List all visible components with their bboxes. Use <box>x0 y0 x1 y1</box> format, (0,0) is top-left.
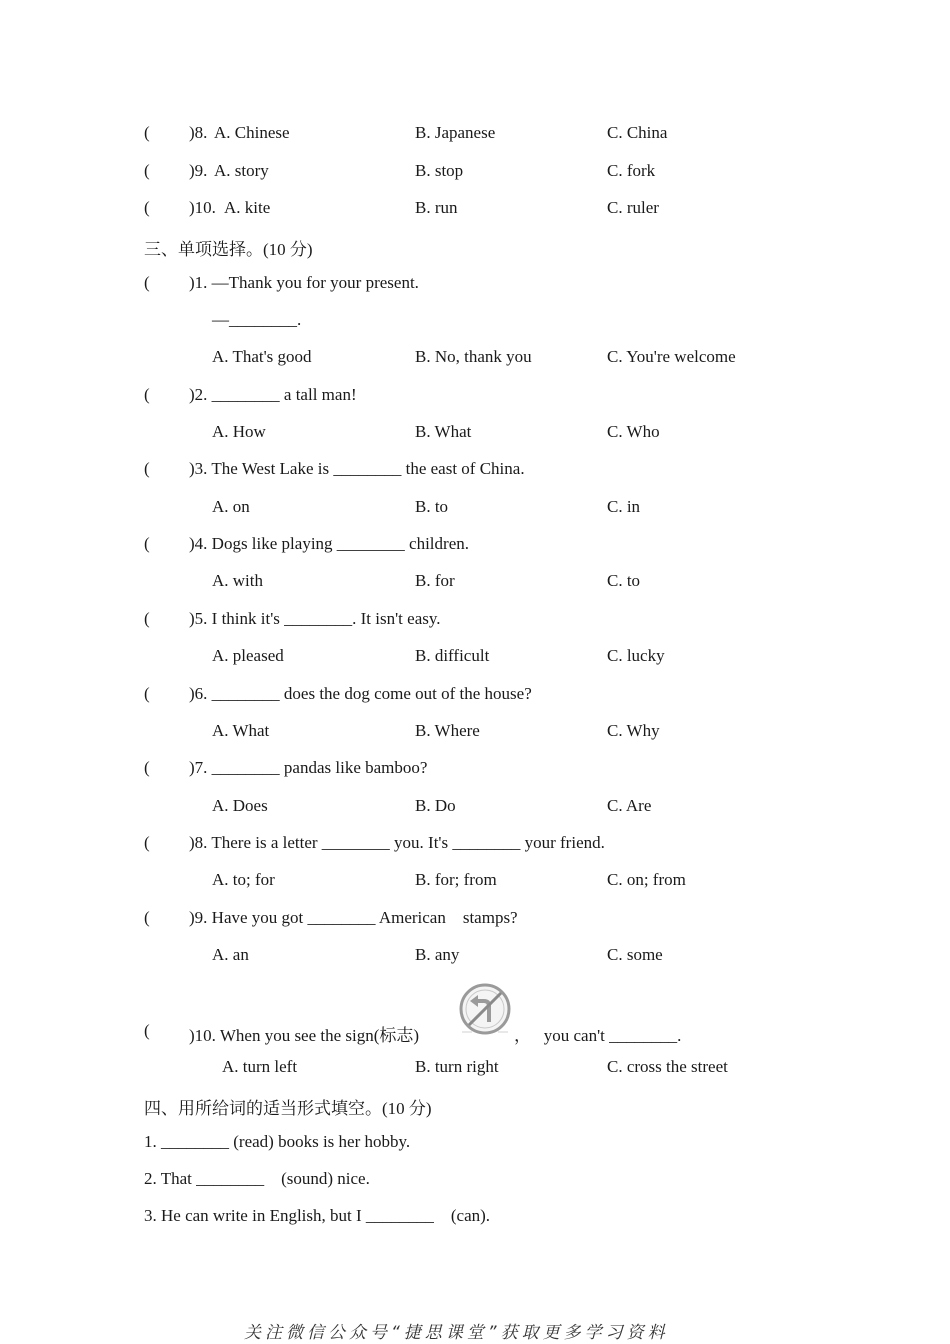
option-c: C. China <box>607 123 668 142</box>
question-stem: )2. ________ a tall man! <box>189 385 357 404</box>
question-reply: —________. <box>212 310 302 329</box>
question-stem: )5. I think it's ________. It isn't easy. <box>189 609 441 628</box>
option-b: B. run <box>415 198 458 217</box>
option-b: B. What <box>415 422 472 441</box>
answer-paren: ( <box>144 684 150 703</box>
option-a: A. an <box>212 945 249 964</box>
option-c: C. Are <box>607 796 652 815</box>
option-a: A. turn left <box>222 1057 298 1076</box>
answer-paren: ( <box>144 758 150 777</box>
option-c: C. to <box>607 571 641 590</box>
option-b: B. to <box>415 497 449 516</box>
option-b: B. Where <box>415 721 480 740</box>
fill-item-1: 1. ________ (read) books is her hobby. <box>144 1132 411 1151</box>
option-a: A. Does <box>212 796 268 815</box>
option-c: C. in <box>607 497 641 516</box>
option-c: C. lucky <box>607 646 665 665</box>
question-stem: )8. There is a letter ________ you. It's ________ your friend. <box>189 833 605 852</box>
option-c: C. Why <box>607 721 660 740</box>
answer-paren: ( <box>144 534 150 553</box>
option-a: A. on <box>212 497 250 516</box>
option-a: A. What <box>212 721 270 740</box>
question-stem: )4. Dogs like playing ________ children. <box>189 534 469 553</box>
question-stem: )6. ________ does the dog come out of the house? <box>189 684 532 703</box>
option-c: C. cross the street <box>607 1057 728 1076</box>
option-b: B. for <box>415 571 455 590</box>
fill-item-3: 3. He can write in English, but I ________ (can). <box>144 1206 491 1225</box>
item-number: )10. <box>189 198 221 217</box>
option-b: B. for; from <box>415 870 497 889</box>
option-a: A. story <box>214 161 269 180</box>
option-a: A. with <box>212 571 263 590</box>
answer-paren: ( <box>144 273 150 292</box>
section-4-title: 四、用所给词的适当形式填空。(10 分) <box>144 1099 432 1118</box>
item-number: )8. <box>189 123 212 142</box>
fill-item-2: 2. That ________ (sound) nice. <box>144 1169 370 1188</box>
option-c: C. on; from <box>607 870 686 889</box>
answer-paren: ( <box>144 198 150 217</box>
question-stem: )9. Have you got ________ American stamps? <box>189 908 518 927</box>
option-c: C. some <box>607 945 663 964</box>
option-b: B. Japanese <box>415 123 496 142</box>
question-stem: )10. When you see the sign(标志) <box>189 1026 420 1045</box>
section-3-title: 三、单项选择。(10 分) <box>144 240 313 259</box>
question-stem: )7. ________ pandas like bamboo? <box>189 758 428 777</box>
option-b: B. Do <box>415 796 456 815</box>
option-c: C. Who <box>607 422 660 441</box>
no-left-turn-sign-icon <box>456 980 514 1038</box>
option-b: B. No, thank you <box>415 347 532 366</box>
question-stem: )3. The West Lake is ________ the east of China. <box>189 459 525 478</box>
option-a: A. kite <box>224 198 271 217</box>
answer-paren: ( <box>144 1021 150 1040</box>
option-a: A. How <box>212 422 266 441</box>
option-b: B. turn right <box>415 1057 499 1076</box>
option-c: C. You're welcome <box>607 347 736 366</box>
option-a: A. That's good <box>212 347 312 366</box>
question-stem: )1. —Thank you for your present. <box>189 273 419 292</box>
option-a: A. to; for <box>212 870 275 889</box>
answer-paren: ( <box>144 123 150 142</box>
option-b: B. difficult <box>415 646 490 665</box>
answer-paren: ( <box>144 609 150 628</box>
answer-paren: ( <box>144 385 150 404</box>
option-c: C. fork <box>607 161 656 180</box>
option-b: B. stop <box>415 161 464 180</box>
item-number: )9. <box>189 161 212 180</box>
question-stem-after: ， you can't ________. <box>514 1026 682 1045</box>
footer-note: 关注微信公众号“捷思课堂”获取更多学习资料 <box>244 1323 669 1343</box>
answer-paren: ( <box>144 161 150 180</box>
answer-paren: ( <box>144 908 150 927</box>
answer-paren: ( <box>144 459 150 478</box>
answer-paren: ( <box>144 833 150 852</box>
option-c: C. ruler <box>607 198 659 217</box>
option-a: A. pleased <box>212 646 284 665</box>
option-a: A. Chinese <box>214 123 290 142</box>
option-b: B. any <box>415 945 460 964</box>
